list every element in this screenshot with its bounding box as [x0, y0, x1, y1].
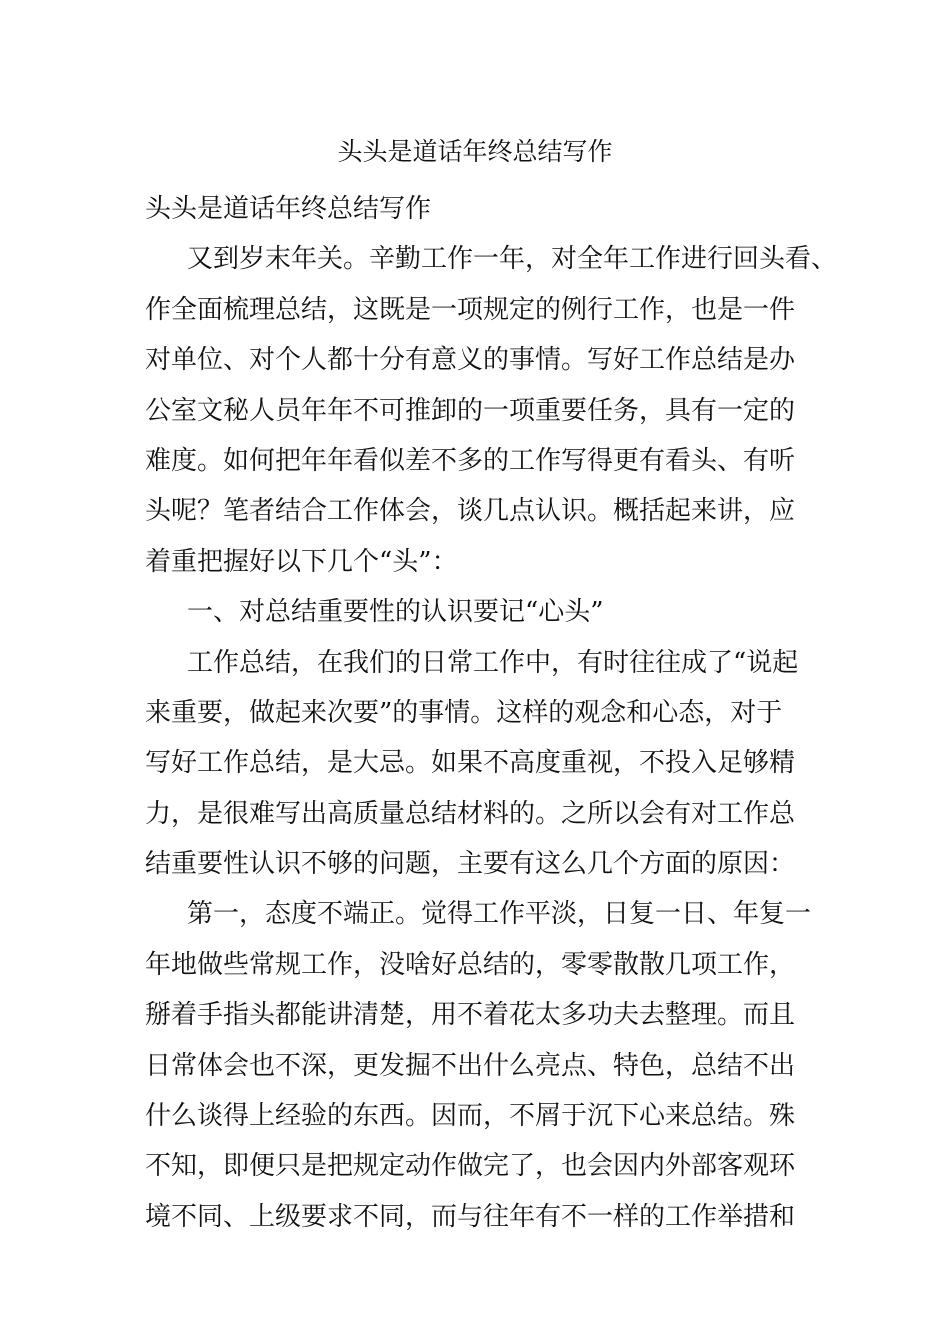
paragraph-line: 公室文秘人员年年不可推卸的一项重要任务，具有一定的	[145, 395, 796, 426]
paragraph-line: 日常体会也不深，更发掘不出什么亮点、特色，总结不出	[145, 1050, 796, 1081]
paragraph-line: 掰着手指头都能讲清楚，用不着花太多功夫去整理。而且	[145, 1000, 796, 1031]
paragraph-line: 作全面梳理总结，这既是一项规定的例行工作，也是一件	[145, 294, 796, 325]
section-heading: 一、对总结重要性的认识要记“心头”	[187, 597, 604, 628]
paragraph-line: 头呢？笔者结合工作体会，谈几点认识。概括起来讲，应	[145, 496, 796, 527]
paragraph-line: 难度。如何把年年看似差不多的工作写得更有看头、有听	[145, 445, 796, 476]
paragraph-line: 又到岁末年关。辛勤工作一年，对全年工作进行回头看、	[187, 244, 838, 275]
paragraph-line: 力，是很难写出高质量总结材料的。之所以会有对工作总	[145, 798, 796, 829]
paragraph-line: 不知，即便只是把规定动作做完了，也会因内外部客观环	[145, 1151, 796, 1182]
paragraph-line: 着重把握好以下几个“头”：	[145, 546, 458, 577]
paragraph-line: 年地做些常规工作，没啥好总结的，零零散散几项工作，	[145, 949, 796, 980]
paragraph-line: 什么谈得上经验的东西。因而，不屑于沉下心来总结。殊	[145, 1101, 796, 1132]
paragraph-line: 工作总结，在我们的日常工作中，有时往往成了“说起	[187, 647, 799, 678]
paragraph-line: 境不同、上级要求不同，而与往年有不一样的工作举措和	[145, 1201, 796, 1232]
document-body	[145, 184, 838, 1242]
document-title: 头头是道话年终总结写作	[337, 137, 613, 166]
paragraph-line: 结重要性认识不够的问题，主要有这么几个方面的原因：	[145, 849, 796, 880]
paragraph-line: 对单位、对个人都十分有意义的事情。写好工作总结是办	[145, 345, 796, 376]
paragraph-line: 第一，态度不端正。觉得工作平淡，日复一日、年复一	[187, 899, 812, 930]
subtitle-line: 头头是道话年终总结写作	[145, 194, 432, 224]
paragraph-line: 来重要，做起来次要”的事情。这样的观念和心态，对于	[145, 697, 783, 728]
paragraph-line: 写好工作总结，是大忌。如果不高度重视，不投入足够精	[145, 748, 796, 779]
